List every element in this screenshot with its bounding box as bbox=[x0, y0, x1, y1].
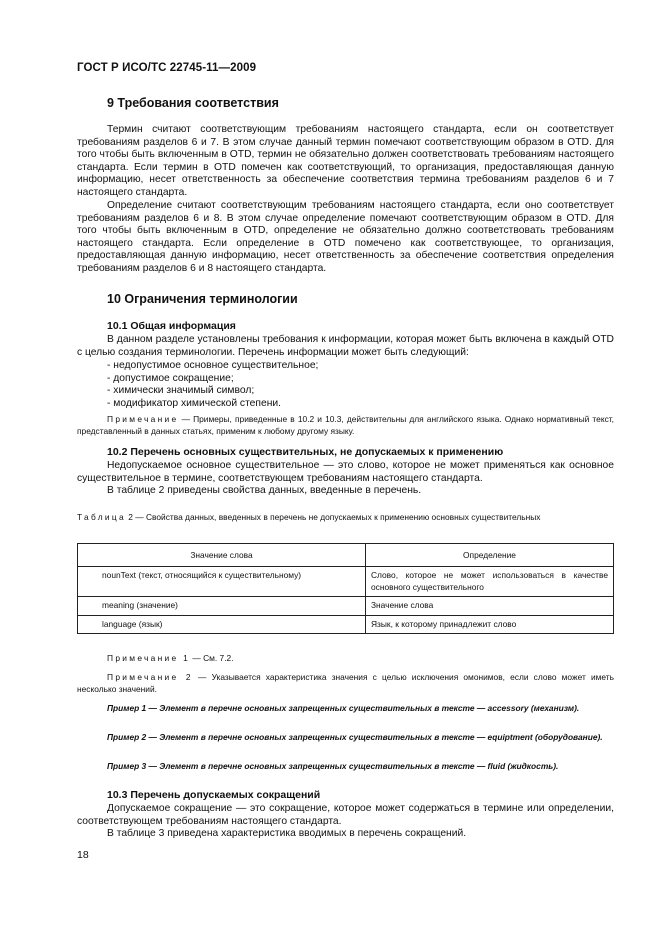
list-item: - допустимое сокращение; bbox=[107, 372, 234, 384]
note-text: — Примеры, приведенные в 10.2 и 10.3, действительны для английского языка. Однако нормативный текст, представленный в данных статьях, применим к любому другому языку. bbox=[77, 414, 614, 436]
section-10-2-paragraph-1: Недопускаемое основное существительное — это слово, которое не может применяться как основное существительное в термине, соответствующем требованиям настоящего стандарта. bbox=[77, 460, 614, 484]
note-text: — Указывается характеристика значения с целью исключения омонимов, если слово может иметь несколько значений. bbox=[77, 672, 614, 694]
note-label: Примечание 1 bbox=[107, 653, 191, 663]
section-9-paragraph-1: Термин считают соответствующим требованиям настоящего стандарта, если он соответствует требованиям разделов 6 и 7. В этом случае данный термин помечают соответствующим образом в OTD. Для того чтобы быть включенным в OTD, термин не обязательно должен соответствовать требованиям настоящего стандарта. Если термин в OTD помечен как соответствующий, то организация, предоставляющая данную информацию, несет ответственность за обеспечение соответствия термина требованиям разделов 6 и 7 настоящего стандарта. bbox=[77, 124, 614, 198]
page-number: 18 bbox=[77, 849, 89, 861]
table-cell: Язык, к которому принадлежит слово bbox=[366, 615, 614, 634]
list-item: - модификатор химической степени. bbox=[107, 397, 282, 409]
table-cell: Слово, которое не может использоваться в качестве основного существительного bbox=[366, 567, 614, 597]
list-item: - недопустимое основное существительное; bbox=[107, 360, 319, 371]
note-1 bbox=[77, 653, 614, 665]
table-row bbox=[78, 567, 614, 597]
section-10-2-heading: 10.2 Перечень основных существительных, не допускаемых к применению bbox=[107, 446, 504, 458]
example-2: Пример 2 — Элемент в перечне основных запрещенных существительных в тексте — equiptment (оборудование). bbox=[107, 732, 603, 742]
table-row bbox=[78, 597, 614, 616]
table-cell: Значение слова bbox=[366, 597, 614, 616]
table-caption-text: 2 — Свойства данных, введенных в перечень не допускаемых к применению основных существительных bbox=[125, 512, 541, 522]
section-10-1-paragraph: В данном разделе установлены требования к информации, которая может быть включена в каждый OTD с целью создания терминологии. Перечень информации может быть следующий: bbox=[77, 334, 614, 358]
note-label: Примечание 2 bbox=[107, 672, 193, 682]
note-text: — См. 7.2. bbox=[190, 653, 234, 663]
section-10-3-paragraph-1: Допускаемое сокращение — это сокращение, которое может содержаться в термине или определении, соответствующем требованиям настоящего стандарта. bbox=[77, 803, 614, 827]
note-10-1 bbox=[77, 414, 614, 437]
info-list bbox=[107, 360, 318, 410]
example-1: Пример 1 — Элемент в перечне основных запрещенных существительных в тексте — accessory (механизм). bbox=[107, 703, 580, 713]
table-header-cell: Определение bbox=[366, 544, 614, 567]
section-9-paragraph-2: Определение считают соответствующим требованиям настоящего стандарта, если оно соответствует требованиям разделов 6 и 8. В этом случае определение помечают соответствующим образом в OTD. Для того чтобы быть включенным в OTD, определение не обязательно должно соответствовать требованиям настоящего стандарта. Если определение в OTD помечено как соответствующее, то организация, предоставляющая данную информацию, несет ответственность за обеспечение соответствия определения требованиям разделов 6 и 8 настоящего стандарта. bbox=[77, 200, 614, 274]
section-10-3-paragraph-2: В таблице 3 приведена характеристика вводимых в перечень сокращений. bbox=[107, 828, 467, 839]
section-9-heading: 9 Требования соответствия bbox=[107, 96, 279, 110]
table-cell: nounText (текст, относящийся к существительному) bbox=[78, 567, 366, 597]
table-cell: meaning (значение) bbox=[78, 597, 366, 616]
table-header-cell: Значение слова bbox=[78, 544, 366, 567]
note-2 bbox=[77, 672, 614, 695]
note-label: Примечание bbox=[107, 414, 179, 424]
example-3: Пример 3 — Элемент в перечне основных запрещенных существительных в тексте — fluid (жидкость). bbox=[107, 761, 559, 771]
section-10-2-paragraph-2: В таблице 2 приведены свойства данных, введенные в перечень. bbox=[107, 485, 422, 496]
list-item: - химически значимый символ; bbox=[107, 385, 255, 397]
table-cell: language (язык) bbox=[78, 615, 366, 634]
document-header: ГОСТ Р ИСО/ТС 22745-11—2009 bbox=[77, 62, 257, 74]
table-header-row bbox=[78, 544, 614, 567]
table-row bbox=[78, 615, 614, 634]
table-label: Таблица bbox=[77, 512, 126, 522]
table-2-caption bbox=[77, 512, 614, 524]
data-properties-table bbox=[77, 543, 614, 634]
section-10-1-heading: 10.1 Общая информация bbox=[107, 320, 236, 332]
section-10-3-heading: 10.3 Перечень допускаемых сокращений bbox=[107, 789, 321, 801]
section-10-heading: 10 Ограничения терминологии bbox=[107, 292, 298, 306]
